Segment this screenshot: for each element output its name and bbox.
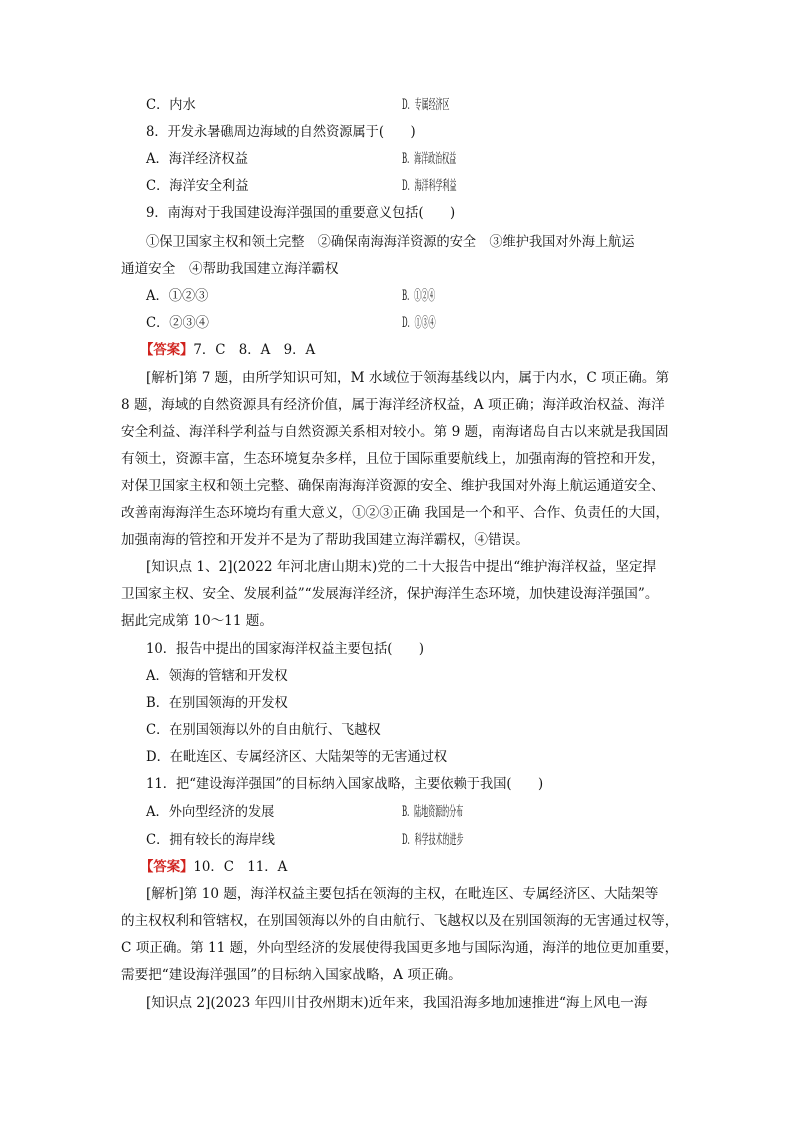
analysis1-line: [解析]第 7 题，由所学知识可知，M 水域位于领海基线以内，属于内水，C 项正确。第: [146, 370, 670, 386]
answer-text: 7．C 8．A 9．A: [193, 342, 316, 358]
q9-option-d: D．①③④: [402, 315, 436, 331]
q10-stem: 10．报告中提出的国家海洋权益主要包括( ): [146, 641, 425, 657]
q9-stem: 9．南海对于我国建设海洋强国的重要意义包括( ): [146, 205, 456, 221]
q10-option-c: C．在别国领海以外的自由航行、飞越权: [146, 722, 381, 738]
analysis1-line: 对保卫国家主权和领土完整、确保南海海洋资源的安全、维护我国对外海上航运通道安全、: [121, 478, 665, 494]
q11-option-a: A．外向型经济的发展: [146, 804, 275, 820]
analysis1-line: 8 题，海域的自然资源具有经济价值，属于海洋经济权益，A 项正确；海洋政治权益、海洋: [121, 397, 665, 413]
analysis2-line: C 项正确。第 11 题，外向型经济的发展使得我国更多地与国际沟通，海洋的地位更加重要，: [121, 940, 679, 956]
q10-option-d: D．在毗连区、专属经济区、大陆架等的无害通过权: [146, 749, 448, 765]
material1-line: 卫国家主权、安全、发展利益”“发展海洋经济，保护海洋生态环境，加快建设海洋强国”。: [121, 586, 659, 602]
answer-block-2: [140, 857, 690, 877]
material2-line: [知识点 2](2023 年四川甘孜州期末)近年来，我国沿海多地加速推进“海上风电一海: [146, 995, 648, 1011]
q8-option-d: D．海洋科学利益: [402, 178, 457, 194]
analysis1-line: 改善南海海洋生态环境均有重大意义，①②③正确 我国是一个和平、合作、负责任的大国，: [121, 505, 670, 521]
q8-stem: 8．开发永暑礁周边海域的自然资源属于( ): [146, 124, 416, 140]
material1-line: 据此完成第 10～11 题。: [121, 613, 273, 629]
analysis2-line: 需要把“建设海洋强国”的目标纳入国家战略，A 项正确。: [121, 967, 462, 983]
q8-option-a: A．海洋经济权益: [146, 151, 248, 167]
answer-tag: 【答案】: [140, 342, 194, 358]
analysis1-line: 安全利益、海洋科学利益与自然资源关系相对较小。第 9 题，南海诸岛自古以来就是我国固: [121, 424, 669, 440]
q11-option-b: B．陆地资源的分布: [402, 804, 464, 820]
analysis1-line: 加强南海的管控和开发并不是为了帮助我国建立海洋霸权，④错误。: [121, 532, 529, 548]
q9-option-b: B．①②④: [402, 288, 436, 304]
q11-option-d: D．科学技术的进步: [402, 832, 464, 848]
material1-line: [知识点 1、2](2022 年河北唐山期末)党的二十大报告中提出“维护海洋权益，坚定捍: [146, 559, 657, 575]
answer-tag: 【答案】: [140, 859, 194, 875]
q9-items-line1: ①保卫国家主权和领土完整 ②确保南海海洋资源的安全 ③维护我国对外海上航运: [146, 234, 635, 250]
q10-option-b: B．在别国领海的开发权: [146, 695, 288, 711]
q9-option-c: C．②③④: [146, 315, 209, 331]
q8-option-b: B．海洋政治权益: [402, 151, 457, 167]
analysis2-line: [解析]第 10 题，海洋权益主要包括在领海的主权，在毗连区、专属经济区、大陆架等: [146, 886, 659, 902]
q7-option-c: C．内水: [146, 97, 196, 113]
q11-option-c: C．拥有较长的海岸线: [146, 832, 275, 848]
q9-option-a: A．①②③: [146, 288, 209, 304]
analysis2-line: 的主权权利和管辖权，在别国领海以外的自由航行、飞越权以及在别国领海的无害通过权等，: [121, 913, 679, 929]
answer-text: 10．C 11．A: [193, 859, 288, 875]
q8-option-c: C．海洋安全利益: [146, 178, 249, 194]
q10-option-a: A．领海的管辖和开发权: [146, 668, 288, 684]
q9-items-line2: 通道安全 ④帮助我国建立海洋霸权: [121, 261, 339, 277]
q7-option-d: D．专属经济区: [402, 97, 450, 113]
q11-stem: 11．把“建设海洋强国”的目标纳入国家战略，主要依赖于我国( ): [146, 776, 544, 792]
answer-block-1: [140, 340, 690, 360]
analysis1-line: 有领土，资源丰富，生态环境复杂多样，且位于国际重要航线上，加强南海的管控和开发，: [121, 451, 665, 467]
